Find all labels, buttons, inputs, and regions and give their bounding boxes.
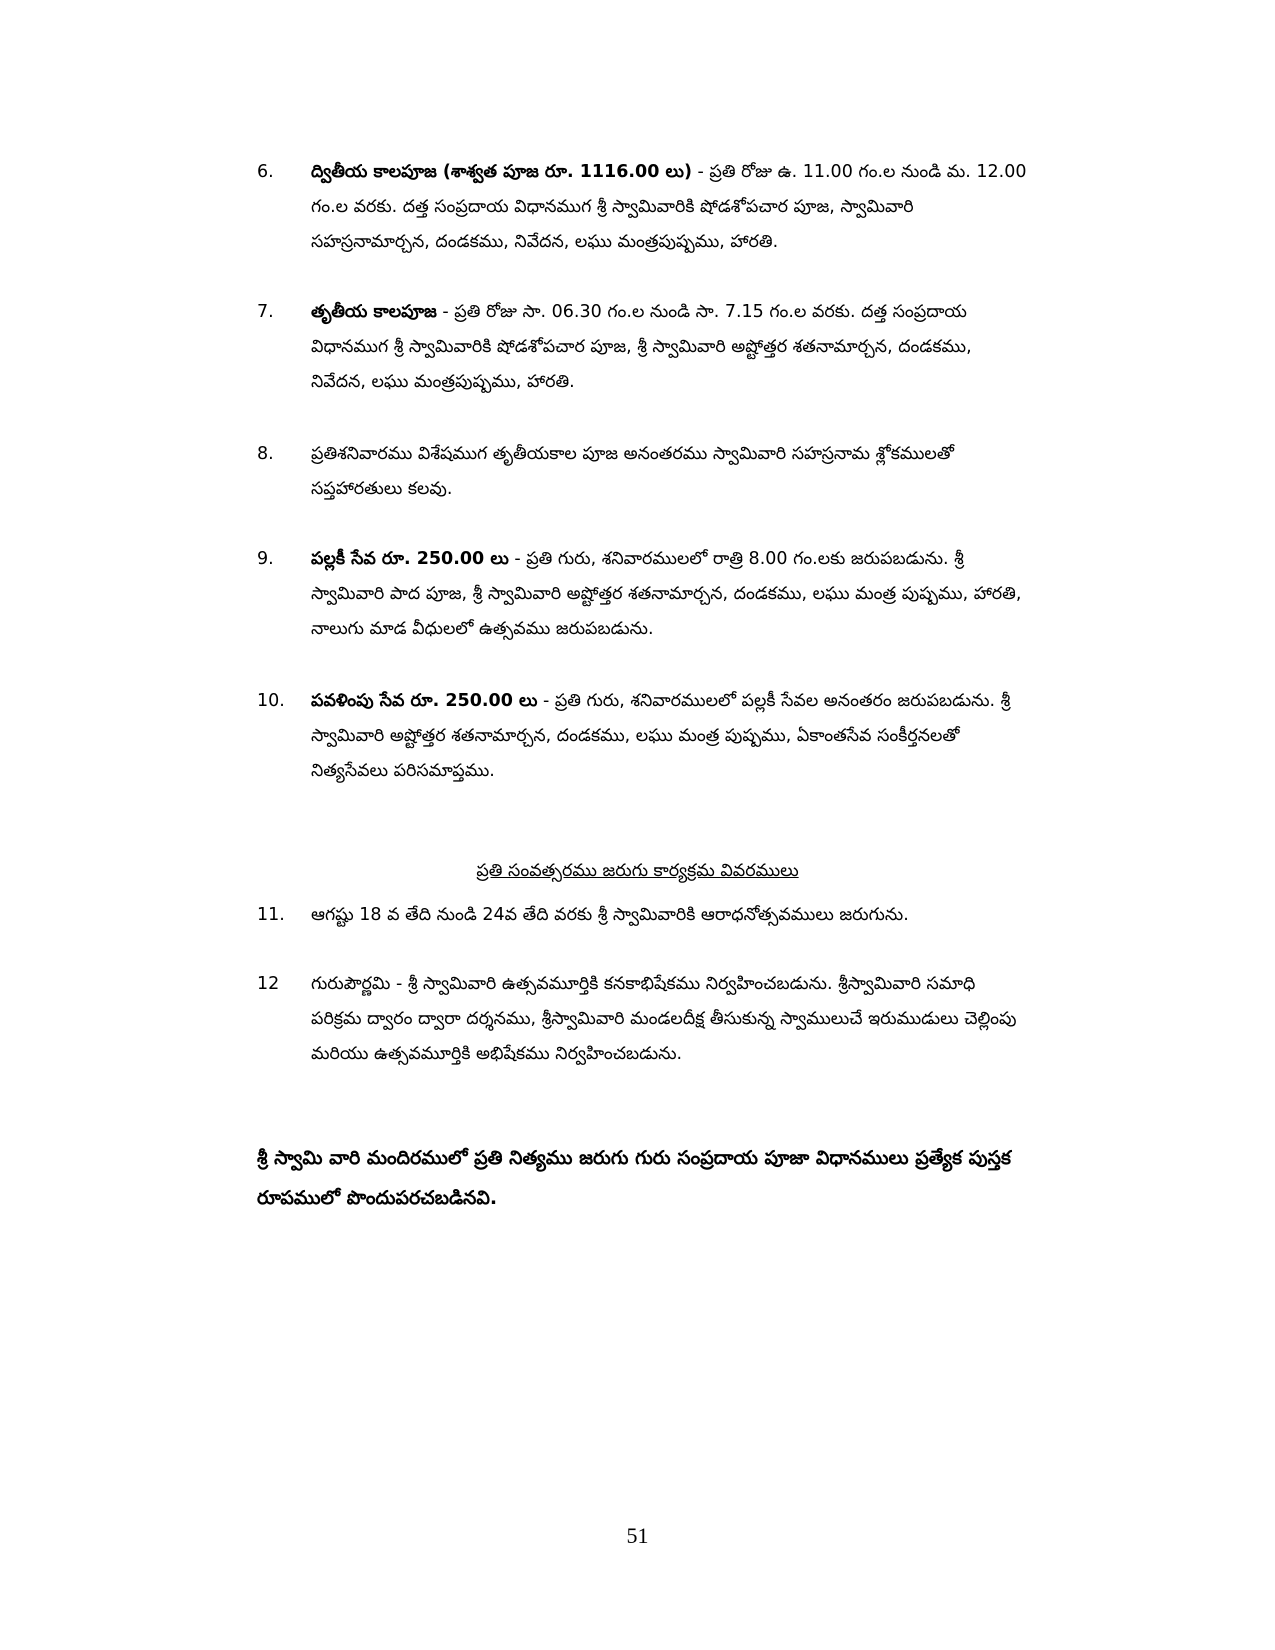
item-number: 11.	[257, 905, 285, 925]
list-item-10	[257, 684, 1027, 789]
item-body: - ప్రతి రోజు సా. 06.30 గం.ల నుండి సా. 7.15 గం.ల వరకు. దత్త సంప్రదాయ విధానముగ శ్రీ స్వామివారికి షోడశోపచార పూజ, శ్రీ స్వామివారి అష్టోత్తర శతనామార్చన, దండకము, నివేదన, లఘు మంత్రపుష్పము, హారతి.	[311, 302, 972, 392]
item-number: 12	[257, 974, 280, 994]
item-text	[311, 155, 1027, 260]
footer-note: శ్రీ స్వామి వారి మందిరములో ప్రతి నిత్యము జరుగు గురు సంప్రదాయ పూజా విధానములు ప్రత్యేక పుస్తక రూపములో పొందుపరచబడినవి.	[257, 1147, 1011, 1209]
item-title: పవళింపు సేవ రూ. 250.00 లు	[311, 691, 538, 711]
list-item-9	[257, 542, 1027, 647]
item-number: 6.	[257, 162, 274, 182]
item-text: గురుపౌర్ణమి - శ్రీ స్వామివారి ఉత్సవమూర్తికి కనకాభిషేకము నిర్వహించబడును. శ్రీస్వామివారి సమాధి పరిక్రమ ద్వారం ద్వారా దర్శనము, శ్రీస్వామివారి మండలదీక్ష తీసుకున్న స్వాములుచే ఇరుముడులు చెల్లింపు మరియు ఉత్సవమూర్తికి అభిషేకము నిర్వహించబడును.	[311, 974, 1017, 1064]
item-body: - ప్రతి గురు, శనివారములలో రాత్రి 8.00 గం.లకు జరుపబడును. శ్రీ స్వామివారి పాద పూజ, శ్రీ స్వామివారి అష్టోత్తర శతనామార్చన, దండకము, లఘు మంత్ర పుష్పము, హారతి, నాలుగు మాడ వీధులలో ఉత్సవము జరుపబడును.	[311, 549, 1022, 639]
item-body: - ప్రతి రోజు ఉ. 11.00 గం.ల నుండి మ. 12.00 గం.ల వరకు. దత్త సంప్రదాయ విధానముగ శ్రీ స్వామివారికి షోడశోపచార పూజ, స్వామివారి సహస్రనామార్చన, దండకము, నివేదన, లఘు మంత్రపుష్పము, హారతి.	[311, 162, 1027, 252]
item-text	[311, 684, 1027, 789]
item-text	[311, 542, 1027, 647]
item-title: పల్లకీ సేవ రూ. 250.00 లు	[311, 549, 509, 569]
item-text	[311, 295, 1027, 400]
list-item-12	[257, 967, 1027, 1072]
list-item-7	[257, 295, 1027, 400]
list-item-8	[257, 437, 1027, 507]
item-number: 9.	[257, 549, 274, 569]
list-item-6	[257, 155, 1027, 260]
item-body: ప్రతిశనివారము విశేషముగ తృతీయకాల పూజ అనంతరము స్వామివారి సహస్రనామ శ్లోకములతో సప్తహారతులు కలవు.	[311, 444, 954, 499]
section-heading: ప్రతి సంవత్సరము జరుగు కార్యక్రమ వివరములు	[476, 861, 799, 881]
item-text	[311, 437, 1027, 507]
item-number: 10.	[257, 691, 285, 711]
list-item-11	[257, 898, 1027, 933]
item-text: ఆగష్టు 18 వ తేది నుండి 24వ తేది వరకు శ్రీ స్వామివారికి ఆరాధనోత్సవములు జరుగును.	[311, 905, 909, 925]
item-title: ద్వితీయ కాలపూజ (శాశ్వత పూజ రూ. 1116.00 లు)	[311, 162, 692, 182]
item-body: - ప్రతి గురు, శనివారములలో పల్లకీ సేవల అనంతరం జరుపబడును. శ్రీ స్వామివారి అష్టోత్తర శతనామార్చన, దండకము, లఘు మంత్ర పుష్పము, ఏకాంతసేవ సంకీర్తనలతో నిత్యసేవలు పరిసమాప్తము.	[311, 691, 1011, 781]
page-number: 51	[626, 1523, 649, 1548]
item-title: తృతీయ కాలపూజ	[311, 302, 437, 322]
item-number: 8.	[257, 444, 274, 464]
item-number: 7.	[257, 302, 274, 322]
